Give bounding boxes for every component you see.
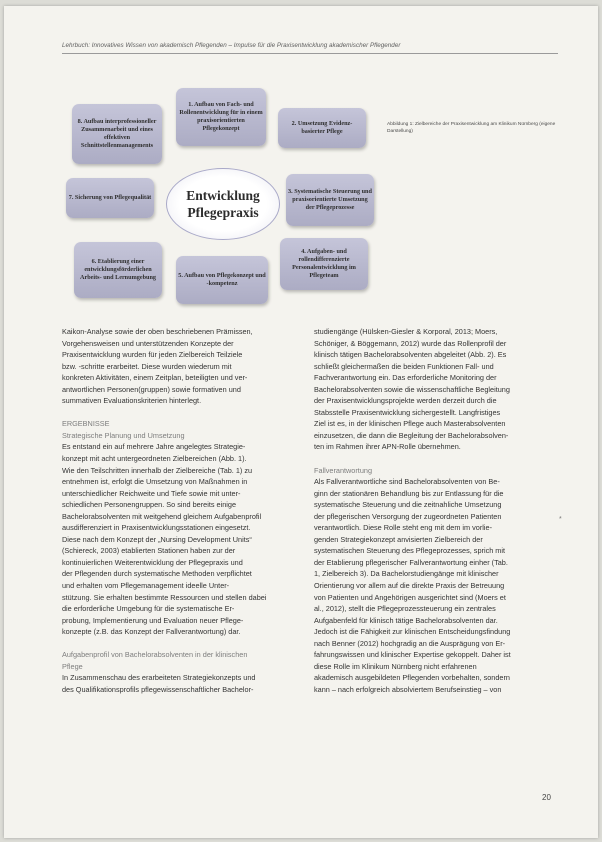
body-text-line: diese Rolle im Klinikum Nürnberg nicht erfahrenen [314,661,477,671]
body-text-line: Als Fallverantwortliche sind Bachelorabsolventen von Be- [314,477,500,487]
section-heading-line: Strategische Planung und Umsetzung [62,430,185,440]
body-text-line: Bachelorabsolventen sowie die wissenschaftliche Begleitung [314,384,510,394]
diagram-node-7 [66,178,154,218]
body-text-line: Praxisentwicklung wurden für jeden Zielbereich Teilziele [62,350,243,360]
figure-caption: Abbildung 1: Zielbereiche der Praxisentwicklung am Klinikum Nürnberg (eigene Darstellung) [387,122,556,134]
body-text-line: Bachelorabsolventen mit weitgehend gleichem Aufgabenprofil [62,511,262,521]
body-text-line: Schöniger, & Böggemann, 2012) wurde das Rollenprofil der [314,338,507,348]
section-heading-line: Fallverantwortung [314,465,372,475]
body-text-line: systematischen Steuerung des Pflegeprozesses, sprich mit [314,546,506,556]
body-text-line: Vorgehensweisen und unterstützenden Konzepte der [62,338,234,348]
body-text-line: 1, Zielbereich 3). Da Bachelorstudiengänge mit klinischer [314,569,499,579]
body-text-line: stützung. Sie erhalten bestimmte Ressourcen und stellen dabei [62,592,267,602]
body-text-line: der Etablierung pflegerischer Fallverantwortung einher (Tab. [314,557,508,567]
left-column [62,326,305,696]
body-text-line: Wie den Teilschritten innerhalb der Zielbereiche (Tab. 1) zu [62,465,253,475]
body-text-line: entnehmen ist, erfolgt die Umsetzung von Maßnahmen in [62,477,248,487]
body-text-line: nach Benner (2012) hochgradig an die Ausprägung von Er- [314,638,506,648]
paragraph-gap [62,638,305,650]
body-text-line: und erhalten vom Pflegemanagement ideelle Unter- [62,581,230,591]
diagram-node-1 [176,88,266,146]
paragraph-gap [62,407,305,419]
node-5-text: 5. Aufbau von Pflegekonzept und -kompetenz [178,272,266,287]
body-text-line: konkreten Aktivitäten, einem Zeitplan, beteiligten und ver- [62,373,248,383]
node-8-text: 8. Aufbau interprofessioneller Zusammenarbeit und eines effektiven Schnittstellenmanagements [77,118,157,149]
node-3-text: 3. Systematische Steuerung und praxisorientierte Umsetzung der Pflegeprozesse [288,188,372,211]
body-text-line: akademisch ausgebildeten Pflegenden vorbehalten, sondern [314,673,510,683]
header-rule [62,53,558,54]
body-text-line: summativen Evaluationskriterien hinterlegt. [62,396,202,406]
body-text-line: studiengänge (Hülsken-Giesler & Korporal, 2013; Moers, [314,327,498,336]
right-column [314,326,557,696]
body-text-line: Ziel ist es, in der klinischen Pflege auch Masterabsolventen [314,419,506,429]
body-text-line: klinisch tätigen Bachelorabsolventen abgeleitet (Abb. 2). Es [314,350,507,360]
body-text-line: der pflegerischen Versorgung der zugeordneten Patienten [314,511,502,521]
body-text-line: schiedlichen Personengruppen. So sind bereits einige [62,500,237,510]
body-text-line: Aufgabenfeld für klinisch tätige Bachelorabsolventen dar. [314,615,498,625]
diagram-center [166,168,280,240]
body-text-line: bzw. -schritte erarbeitet. Diese wurden wiederum mit [62,361,232,371]
body-text-line: Fachverantwortung ein. Das erforderliche Monitoring der [314,373,497,383]
node-1-text: 1. Aufbau von Fach- und Rollenentwicklung für in einem praxisorientierten Pflegekonzept [179,101,263,132]
node-7-text: 7. Sicherung von Pflegequalität [68,194,152,201]
body-text-line: die erforderliche Umgebung für die systematische Er- [62,604,235,614]
body-text-line: kontinuierlichen Weiterentwicklung der Pflegepraxis und [62,557,243,567]
body-text-line: Stabsstelle Praxisentwicklung sichergestellt. Langfristiges [314,407,501,417]
body-text-line: verantwortlich. Diese Rolle steht eng mit dem im vorlie- [314,523,493,533]
section-heading-line: ERGEBNISSE [62,419,110,429]
diagram-node-6 [74,242,162,298]
body-text-line: der Pflegenden durch systematische Methoden verpflichtet [62,569,252,579]
body-text-line: Orientierung vor allem auf die direkte Praxis der Betreuung [314,581,505,591]
section-heading-line: Pflege [62,661,83,671]
body-text-line: unterschiedlicher Reichweite und Tiefe sowie mit unter- [62,488,241,498]
margin-mark: * [559,516,562,523]
body-text-line: von Patienten und Angehörigen ausgerichtet sind (Moers et [314,592,506,602]
body-text-line: Diese nach dem Konzept der „Nursing Development Units“ [62,534,252,544]
body-text-line: ausdifferenziert in Praxisentwicklungsstationen eingesetzt. [62,523,251,533]
body-text-line: konzepte (z.B. das Konzept der Fallverantwortung) dar. [62,627,241,637]
document-page [4,6,598,838]
body-text-line: des Qualifikationsprofils pflegewissenschaftlicher Bachelor- [62,684,254,694]
body-text-line: fahrungswissen und klinischer Expertise gekoppelt. Daher ist [314,650,511,660]
strategy-diagram [60,82,382,314]
body-text-line: systematische Steuerung und die zeitnahliche Umsetzung [314,500,502,510]
body-text-line: Es entstand ein auf mehrere Jahre angelegtes Strategie- [62,442,246,452]
body-text-line: In Zusammenschau des erarbeiteten Strategiekonzepts und [62,673,256,683]
body-text-line: schließt gleichermaßen die beiden Funktionen Fall- und [314,361,494,371]
body-text-line: ginn der stationären Behandlung bis zur Entlassung für die [314,488,504,498]
body-text-line: probung, Implementierung und Evaluation neuer Pflege- [62,615,244,625]
diagram-node-8 [72,104,162,164]
diagram-node-3 [286,174,374,226]
diagram-node-5 [176,256,268,304]
body-text-line: einzusetzen, die dann die Begleitung der Bachelorabsolven- [314,430,509,440]
body-text-line: konzept mit acht untergeordneten Zielbereichen (Abb. 1). [62,454,247,464]
body-text-line: ten im Rahmen ihrer APN-Rolle übernehmen. [314,442,461,452]
body-text-line: kann – nach erfolgreich absolviertem Berufseinstieg – von [314,684,502,694]
running-header: Lehrbuch: Innovatives Wissen von akademisch Pflegenden – Impulse für die Praxisentwicklung akademischer Pflegender [62,42,401,49]
body-text-line: genden Strategiekonzept anvisierten Zielbereich der [314,534,483,544]
body-text-line: der Praxisentwicklungsprojekte werden derzeit durch die [314,396,497,406]
paragraph-gap [314,453,557,465]
body-text-line: Kaikon-Analyse sowie der oben beschriebenen Prämissen, [62,327,253,336]
page-number: 20 [542,793,551,802]
node-2-text: 2. Umsetzung Evidenz-basierter Pflege [291,120,353,135]
body-text-line: (Schiereck, 2003) etablierten Stationen haben zur der [62,546,236,556]
body-text-line: antwortlichen Personen(gruppen) sowie formativen und [62,384,241,394]
center-line-1: Entwicklung [186,188,260,203]
node-6-text: 6. Etablierung einer entwicklungsförderlichen Arbeits- und Lernumgebung [80,258,156,281]
diagram-node-4 [280,238,368,290]
center-line-2: Pflegepraxis [187,205,259,220]
body-text-line: Jedoch ist die Fähigkeit zur klinischen Entscheidungsfindung [314,627,511,637]
section-heading-line: Aufgabenprofil von Bachelorabsolventen in der klinischen [62,650,248,660]
diagram-node-2 [278,108,366,148]
node-4-text: 4. Aufgaben- und rollendifferenzierte Personalentwicklung im Pflegeteam [292,248,356,279]
body-text-line: al., 2012), stellt die Pflegeprozessteuerung ein zentrales [314,604,496,614]
